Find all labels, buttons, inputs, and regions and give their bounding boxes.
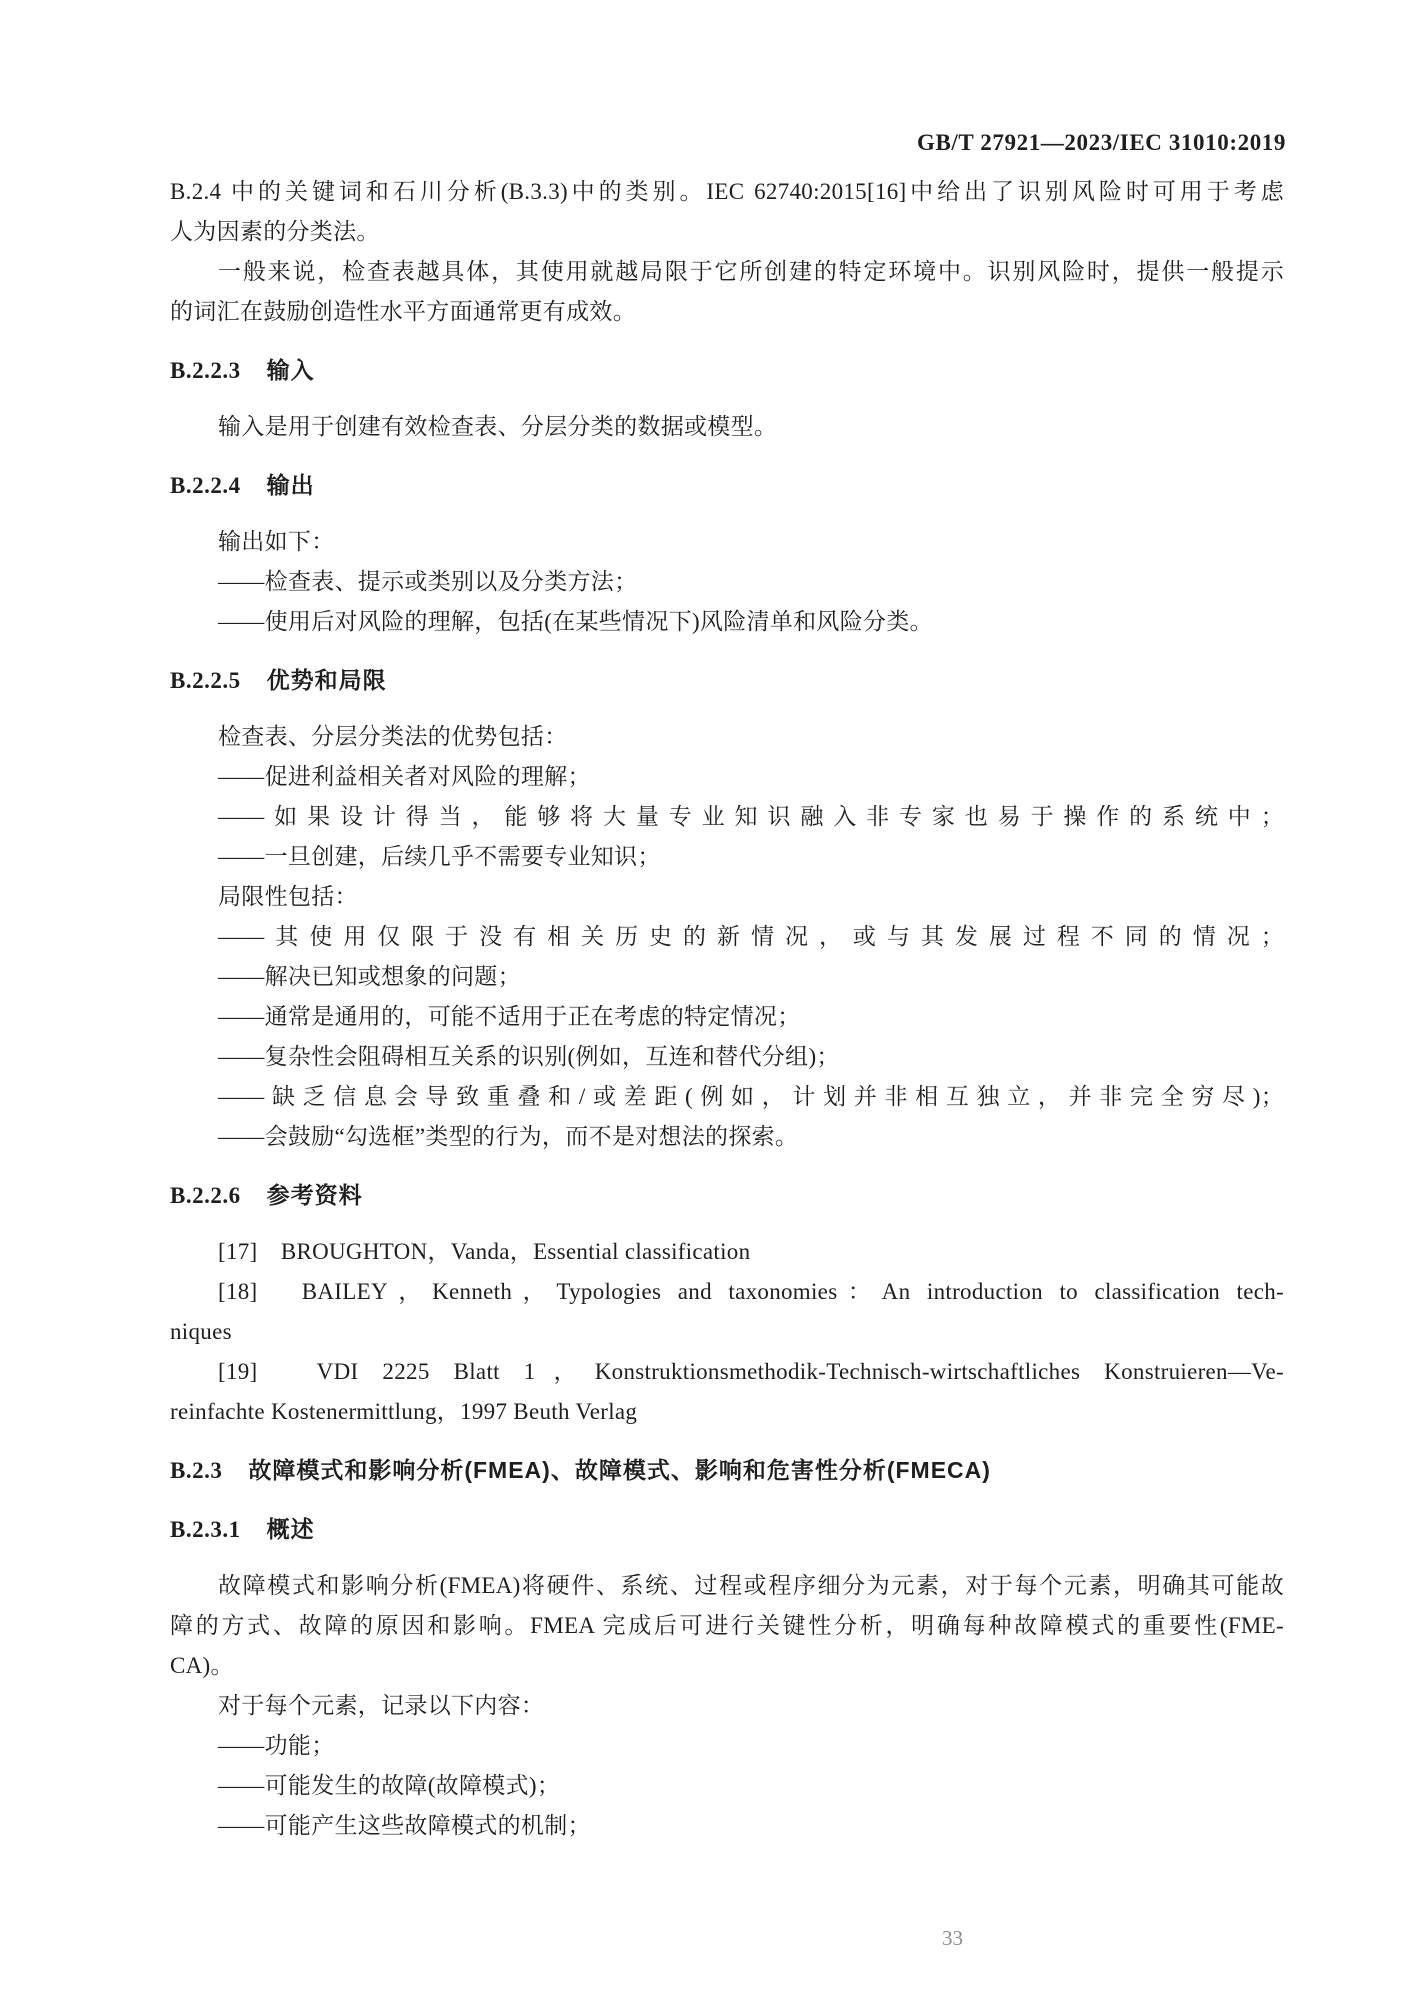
- text-line: ——复杂性会阻碍相互关系的识别(例如，互连和替代分组)；: [218, 1044, 840, 1069]
- text-line: CA)。: [170, 1653, 234, 1678]
- text-line: 输入是用于创建有效检查表、分层分类的数据或模型。: [218, 414, 778, 439]
- text-line: ——一旦创建，后续几乎不需要专业知识；: [218, 844, 661, 869]
- text-line: ——缺乏信息会导致重叠和/或差距(例如，计划并非相互独立，并非完全穷尽)；: [218, 1084, 1284, 1109]
- section-title: 输出: [266, 472, 315, 498]
- text-line: ——可能发生的故障(故障模式)；: [218, 1773, 561, 1798]
- text-line: ——使用后对风险的理解，包括(在某些情况下)风险清单和风险分类。: [218, 609, 933, 634]
- section-heading: [170, 350, 1284, 391]
- section-heading: [170, 1509, 1284, 1550]
- section-title: 概述: [266, 1516, 315, 1542]
- section-heading: [170, 1450, 1284, 1491]
- text-line: reinfachte Kostenermittlung，1997 Beuth Verlag: [170, 1399, 638, 1424]
- document-content: [170, 172, 1284, 1846]
- section-number: B.2.3.1: [170, 1517, 241, 1542]
- section-number: B.2.2.5: [170, 668, 241, 693]
- text-line: 人为因素的分类法。: [170, 219, 380, 244]
- text-line: ——可能产生这些故障模式的机制；: [218, 1813, 591, 1838]
- text-line: ——促进利益相关者对风险的理解；: [218, 764, 591, 789]
- section-heading: [170, 465, 1284, 506]
- text-line: [18] BAILEY，Kenneth，Typologies and taxonomies：An introduction to classification tech-: [218, 1279, 1284, 1304]
- text-line: ——检查表、提示或类别以及分类方法；: [218, 569, 638, 594]
- text-line: ——功能；: [218, 1733, 335, 1758]
- section-title: 故障模式和影响分析(FMEA)、故障模式、影响和危害性分析(FMECA): [248, 1457, 991, 1483]
- text-line: ——通常是通用的，可能不适用于正在考虑的特定情况；: [218, 1004, 801, 1029]
- section-heading: [170, 1175, 1284, 1216]
- text-line: ——会鼓励“勾选框”类型的行为，而不是对想法的探索。: [218, 1124, 799, 1149]
- section-number: B.2.2.4: [170, 473, 241, 498]
- text-line: [17] BROUGHTON，Vanda，Essential classification: [218, 1239, 751, 1264]
- standard-number: GB/T 27921—2023/IEC 31010:2019: [917, 130, 1286, 155]
- text-line: 故障模式和影响分析(FMEA)将硬件、系统、过程或程序细分为元素，对于每个元素，明确其可能故: [218, 1573, 1284, 1598]
- text-line: 障的方式、故障的原因和影响。FMEA 完成后可进行关键性分析，明确每种故障模式的重要性(FME-: [170, 1613, 1284, 1638]
- text-line: ——其使用仅限于没有相关历史的新情况，或与其发展过程不同的情况；: [218, 924, 1284, 949]
- text-line: B.2.4 中的关键词和石川分析(B.3.3)中的类别。IEC 62740:2015[16]中给出了识别风险时可用于考虑: [170, 179, 1284, 204]
- text-line: ——解决已知或想象的问题；: [218, 964, 521, 989]
- section-number: B.2.3: [170, 1458, 223, 1483]
- text-line: 对于每个元素，记录以下内容：: [218, 1693, 545, 1718]
- text-line: 一般来说，检查表越具体，其使用就越局限于它所创建的特定环境中。识别风险时，提供一般提示: [218, 259, 1284, 284]
- section-number: B.2.2.3: [170, 358, 241, 383]
- text-line: 检查表、分层分类法的优势包括：: [218, 724, 568, 749]
- text-line: niques: [170, 1319, 232, 1344]
- section-title: 参考资料: [266, 1182, 363, 1208]
- section-heading: [170, 660, 1284, 701]
- text-line: 输出如下：: [218, 529, 335, 554]
- page-header: [917, 130, 1286, 156]
- section-title: 优势和局限: [266, 667, 387, 693]
- section-title: 输入: [266, 357, 315, 383]
- page-number: 33: [942, 1926, 963, 1950]
- text-line: [19] VDI 2225 Blatt 1，Konstruktionsmethodik-Technisch-wirtschaftliches Konstruieren—Ve-: [218, 1359, 1284, 1384]
- section-number: B.2.2.6: [170, 1183, 241, 1208]
- text-line: 局限性包括：: [218, 884, 358, 909]
- text-line: ——如果设计得当，能够将大量专业知识融入非专家也易于操作的系统中；: [218, 804, 1284, 829]
- text-line: 的词汇在鼓励创造性水平方面通常更有成效。: [170, 299, 636, 324]
